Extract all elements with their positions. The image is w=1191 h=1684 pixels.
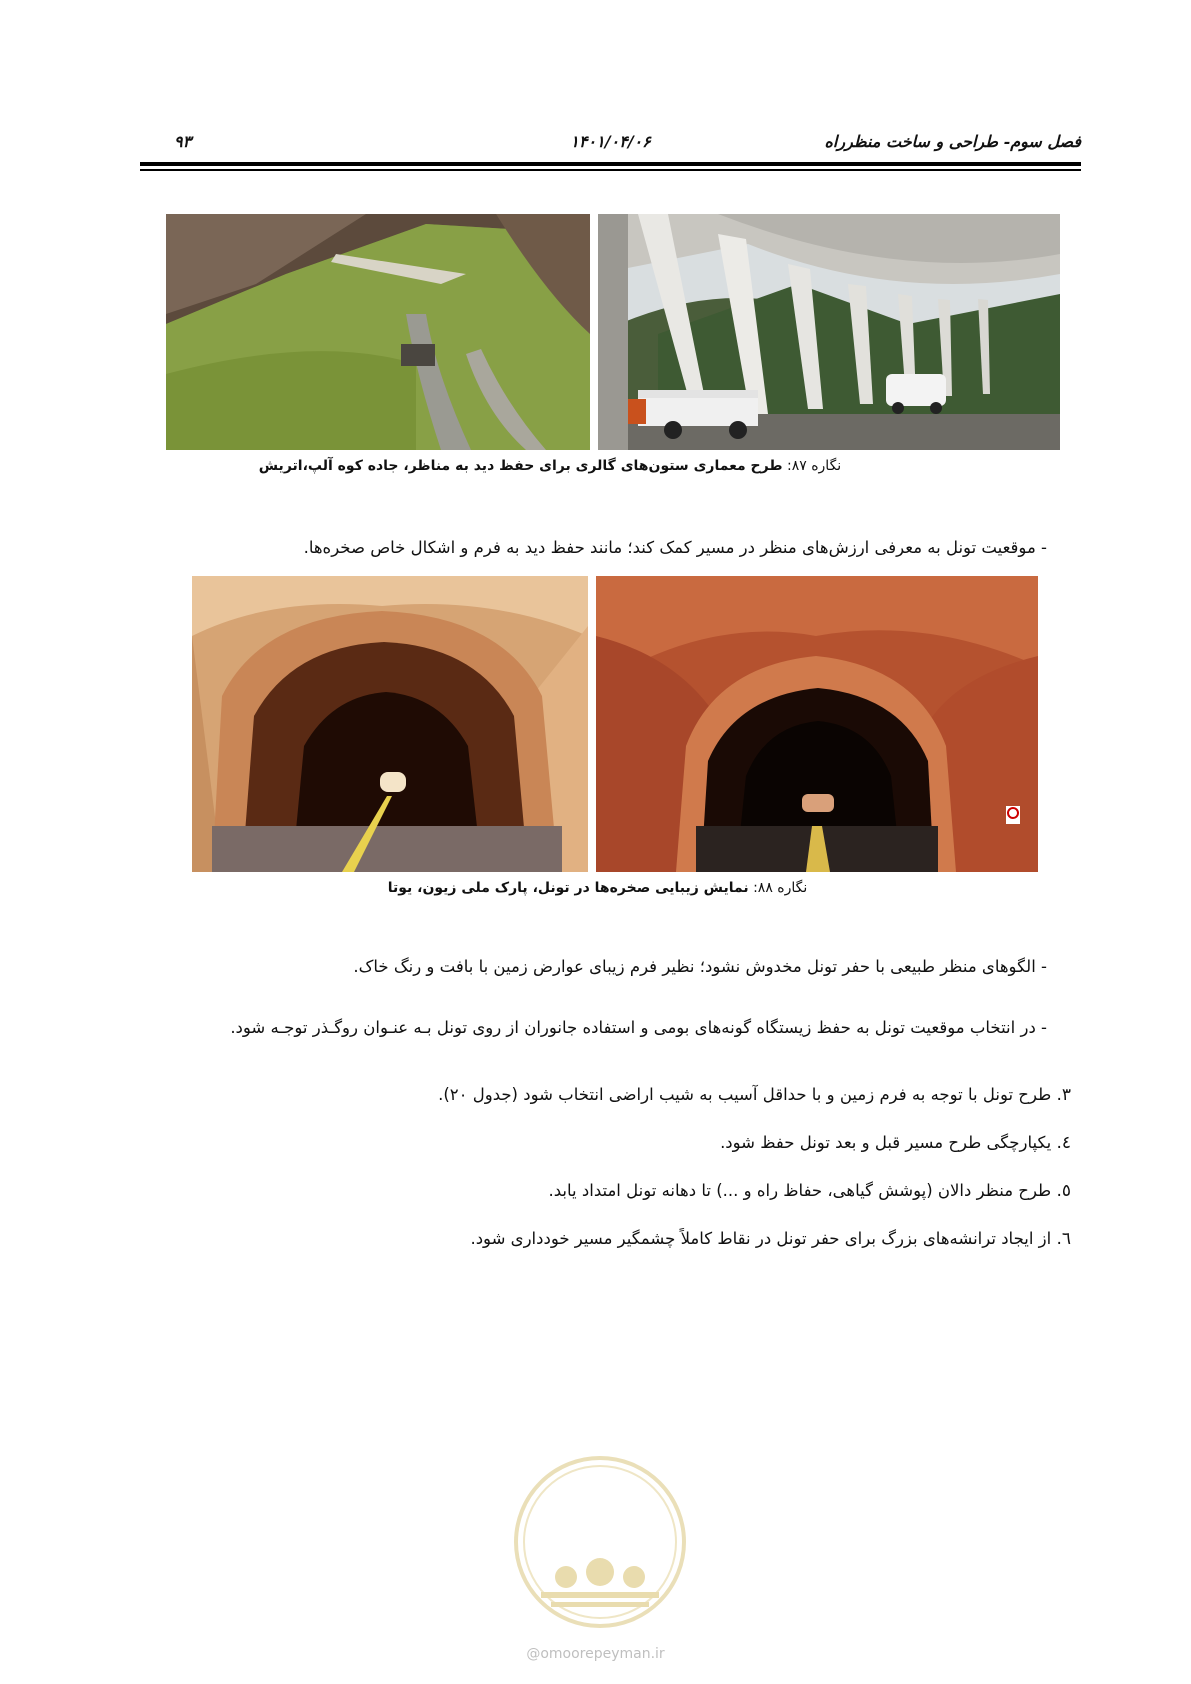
paragraph-natural-patterns: - الگوهای منظر طبیعی با حفر تونل مخدوش نشود؛ نظیر فرم زیبای عوارض زمین با بافت و رنگ خاک. [353, 957, 1047, 976]
figure-87-label: نگاره ۸۷: [787, 458, 842, 474]
figure-88-label: نگاره ۸۸: [753, 880, 808, 896]
photo-zion-tunnel-left [192, 576, 588, 872]
header-date: ۱۴۰۱/۰۴/۰۶ [570, 132, 651, 151]
chapter-title: فصل سوم- طراحی و ساخت منظرراه [824, 132, 1081, 151]
numbered-list [140, 1085, 1071, 1277]
list-item [140, 1229, 1071, 1277]
list-item-number: ٥. [1056, 1181, 1071, 1201]
page-number: ۹۳ [174, 132, 192, 151]
header-rule-thick [140, 162, 1081, 166]
figure-87-title: طرح معماری ستون‌های گالری برای حفظ دید به مناظر، جاده کوه آلپ،اتریش [258, 458, 783, 474]
figure-88-title: نمایش زیبایی صخره‌ها در تونل، پارک ملی زیون، یوتا [387, 880, 749, 896]
list-item [140, 1085, 1071, 1133]
figure-88-caption [360, 880, 835, 896]
paragraph-rock-forms: - موقعیت تونل به معرفی ارزش‌های منظر در مسیر کمک کند؛ مانند حفظ دید به فرم و اشکال خاص صخره‌ها. [303, 538, 1047, 557]
list-item-text: یکپارچگی طرح مسیر قبل و بعد تونل حفظ شود. [720, 1133, 1052, 1152]
photo-gallery-columns [598, 214, 1060, 450]
header-rule-thin [140, 169, 1081, 171]
photo-mountain-road [166, 214, 590, 450]
figure-87-caption [140, 458, 960, 474]
watermark-site: @omoorepeyman.ir [526, 1646, 665, 1662]
watermark-logo [511, 1452, 689, 1632]
list-item-text: از ایجاد ترانشه‌های بزرگ برای حفر تونل در نقاط کاملاً چشمگیر مسیر خودداری شود. [470, 1229, 1052, 1248]
list-item-text: طرح منظر دالان (پوشش گیاهی، حفاظ راه و ...) تا دهانه تونل امتداد یابد. [548, 1181, 1052, 1200]
list-item [140, 1181, 1071, 1229]
list-item-number: ٦. [1056, 1229, 1071, 1249]
list-item-number: ٤. [1056, 1133, 1071, 1153]
photo-zion-tunnel-right [596, 576, 1038, 872]
paragraph-habitat: - در انتخاب موقعیت تونل به حفظ زیستگاه گونه‌های بومی و استفاده جانوران از روی تونل بـه عنـوان روگـذر توجـه شود. [230, 1018, 1047, 1037]
list-item-text: طرح تونل با توجه به فرم زمین و با حداقل آسیب به شیب اراضی انتخاب شود (جدول ۲۰). [438, 1085, 1052, 1104]
list-item-number: ٣. [1056, 1085, 1071, 1105]
list-item [140, 1133, 1071, 1181]
page-header [140, 128, 1081, 156]
